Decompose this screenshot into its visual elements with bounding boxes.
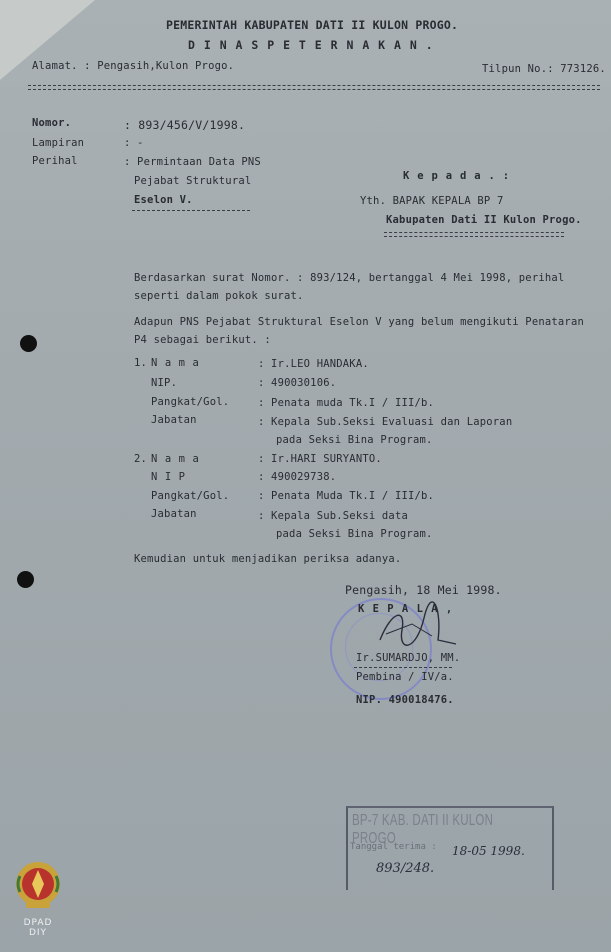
lampiran-value: : -: [124, 137, 144, 149]
signature-name: Ir.SUMARDJO, MM.: [356, 652, 461, 664]
received-stamp-label: Tanggal terima :: [350, 842, 437, 852]
punch-hole-top: [20, 335, 37, 352]
person2-pangkat: : Penata Muda Tk.I / III/b.: [258, 490, 435, 502]
person1-nama: : Ir.LEO HANDAKA.: [258, 358, 369, 370]
person2-jabatan-label: Jabatan: [151, 508, 197, 520]
signature-nip: NIP. 490018476.: [356, 694, 454, 706]
person1-jabatan-label: Jabatan: [151, 414, 197, 426]
body-p2-line1: Adapun PNS Pejabat Struktural Eselon V yang belum mengikuti Penataran: [134, 316, 584, 328]
nomor-value: : 893/456/V/1998.: [124, 118, 246, 132]
signature-title: K E P A L A ,: [358, 603, 454, 615]
perihal-label: Perihal: [32, 155, 78, 167]
person1-num: 1.: [134, 357, 148, 369]
person2-nama: : Ir.HARI SURYANTO.: [258, 453, 382, 465]
perihal-underline: [132, 210, 250, 211]
signature-name-underline: [354, 667, 452, 668]
person2-num: 2.: [134, 453, 148, 465]
person1-pangkat-label: Pangkat/Gol.: [151, 396, 230, 408]
nomor-label: Nomor.: [32, 117, 72, 129]
person2-jabatan2: pada Seksi Bina Program.: [276, 528, 433, 540]
dpad-logo-line1: DPAD: [23, 918, 53, 928]
person1-nip-label: NIP.: [151, 377, 178, 389]
perihal-value2: Pejabat Struktural: [134, 175, 252, 187]
kepada-label: K e p a d a . :: [403, 170, 510, 182]
dpad-logo-text: [12, 918, 64, 938]
person2-nama-label: N a m a: [151, 453, 200, 465]
received-stamp-date: 18-05 1998.: [452, 844, 525, 858]
person2-jabatan1: : Kepala Sub.Seksi data: [258, 510, 408, 522]
dpad-logo-emblem: [12, 856, 64, 916]
punch-hole-bottom: [17, 571, 34, 588]
header-phone: Tilpun No.: 773126.: [482, 63, 606, 75]
person1-jabatan2: pada Seksi Bina Program.: [276, 434, 433, 446]
person2-pangkat-label: Pangkat/Gol.: [151, 490, 230, 502]
lampiran-label: Lampiran: [32, 137, 85, 149]
header-line1: PEMERINTAH KABUPATEN DATI II KULON PROGO.: [166, 18, 459, 32]
closing-line: Kemudian untuk menjadikan periksa adanya.: [134, 553, 402, 565]
recipient-rule-1: [384, 232, 564, 233]
header-rule-2: [28, 89, 600, 90]
person1-nip: : 490030106.: [258, 377, 337, 389]
person1-jabatan1: : Kepala Sub.Seksi Evaluasi dan Laporan: [258, 416, 513, 428]
person2-nip-label: N I P: [151, 471, 186, 483]
header-line2: D I N A S P E T E R N A K A N .: [188, 38, 434, 52]
signature-rank: Pembina / IV/a.: [356, 671, 454, 683]
recipient-line1: Yth. BAPAK KEPALA BP 7: [360, 195, 504, 207]
recipient-line2: Kabupaten Dati II Kulon Progo.: [386, 214, 582, 226]
received-stamp-title: BP-7 KAB. DATI II KULON PROGO: [352, 812, 494, 847]
signature-place-date: Pengasih, 18 Mei 1998.: [345, 583, 502, 597]
perihal-value1: : Permintaan Data PNS: [124, 156, 261, 168]
body-p2-line2: P4 sebagai berikut. :: [134, 334, 271, 346]
body-p1-line1: Berdasarkan surat Nomor. : 893/124, bertanggal 4 Mei 1998, perihal: [134, 272, 565, 284]
received-stamp-number: 893/248.: [376, 861, 435, 876]
person1-nama-label: N a m a: [151, 357, 200, 369]
header-address: Alamat. : Pengasih,Kulon Progo.: [32, 60, 235, 72]
body-p1-line2: seperti dalam pokok surat.: [134, 290, 304, 302]
person2-nip: : 490029738.: [258, 471, 337, 483]
person1-pangkat: : Penata muda Tk.I / III/b.: [258, 397, 435, 409]
header-rule-1: [28, 85, 600, 86]
perihal-value3: Eselon V.: [134, 194, 193, 206]
recipient-rule-2: [384, 236, 564, 237]
dpad-logo-line2: DIY: [28, 928, 48, 938]
